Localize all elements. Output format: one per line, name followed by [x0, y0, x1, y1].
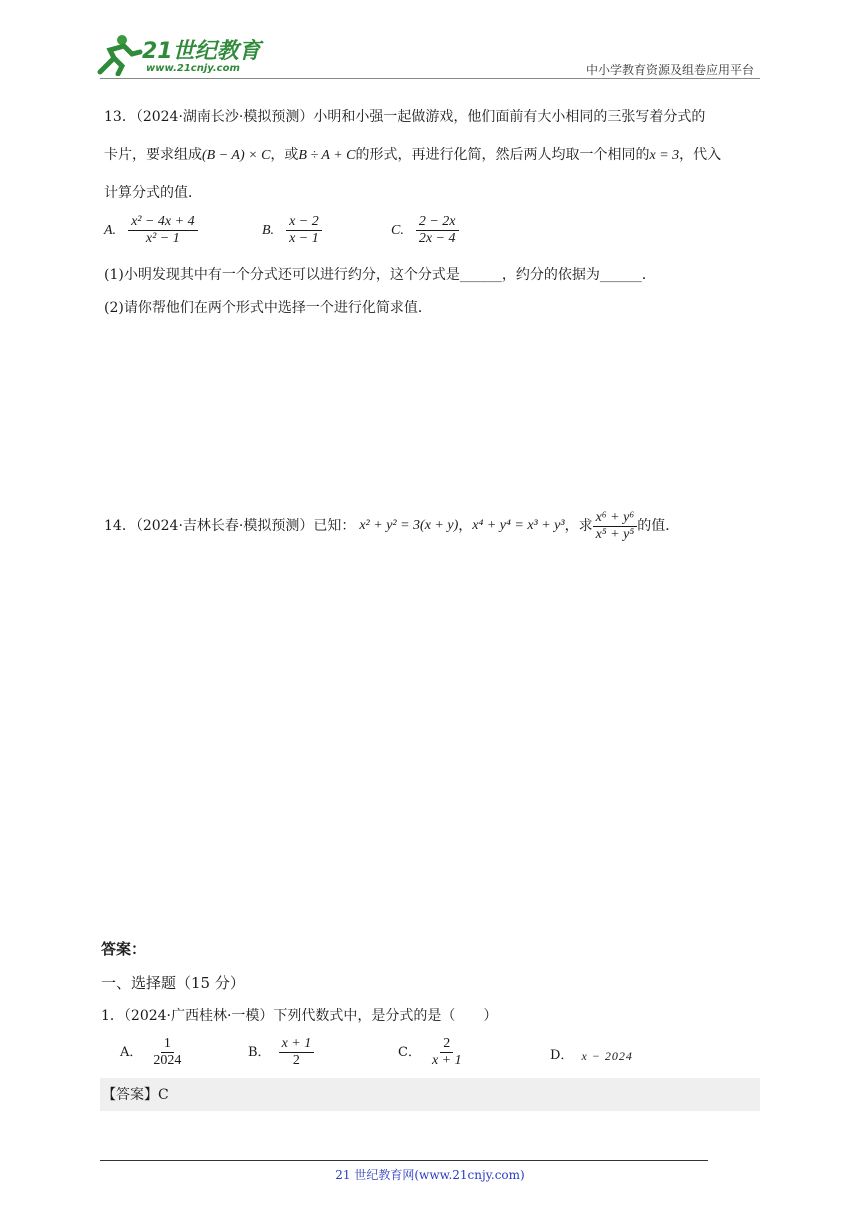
answers-option-c-numerator: 2 [440, 1036, 453, 1053]
q14-fraction-numerator: x⁶ + y⁶ [593, 510, 638, 527]
q14-fraction [593, 510, 638, 543]
logo-url: www.21cnjy.com [146, 63, 240, 74]
q14-ask: ，求 [564, 518, 593, 534]
answers-option-a-denominator: 2024 [153, 1053, 182, 1068]
q13-form1: (B − A) × C [202, 148, 271, 163]
answers-option-c [398, 1036, 465, 1069]
footer-text[interactable]: 21 世纪教育网(www.21cnjy.com) [335, 1168, 525, 1182]
answers-option-d [550, 1046, 633, 1066]
q13-option-b-fraction [286, 214, 322, 247]
q13-option-b [262, 214, 322, 247]
answers-option-a-fraction [150, 1036, 184, 1069]
q13-line2-a: 卡片，要求组成 [104, 147, 202, 163]
answers-option-b-denominator: 2 [292, 1053, 300, 1068]
runner-logo-icon [92, 32, 144, 76]
q13-option-c [391, 214, 459, 247]
q13-line2 [104, 145, 721, 166]
q13-option-a-fraction [128, 214, 198, 247]
q13-option-a [104, 214, 198, 247]
q14-eq2: x⁴ + y⁴ = x³ + y³ [472, 518, 565, 533]
q13-line3: 计算分式的值． [104, 185, 202, 201]
q13-option-a-label: A. [104, 222, 117, 238]
q14-sep: ， [458, 518, 473, 534]
answers-option-c-fraction [429, 1036, 465, 1069]
answers-option-b-numerator: x + 1 [279, 1036, 315, 1053]
q13-option-b-denominator: x − 1 [289, 231, 319, 246]
q14-fraction-denominator: x⁵ + y⁵ [595, 526, 635, 542]
answers-option-c-denominator: x + 1 [431, 1053, 462, 1068]
q13-option-c-denominator: 2x − 4 [418, 231, 456, 246]
q13-sub2: (2)请你帮他们在两个形式中选择一个进行化简求值． [104, 300, 432, 316]
header-right-text: 中小学教育资源及组卷应用平台 [585, 63, 754, 77]
answers-heading: 答案： [101, 940, 147, 958]
answers-option-a-label: A． [120, 1044, 143, 1060]
footer-divider [100, 1160, 708, 1161]
q13-option-c-fraction [416, 214, 459, 247]
q13-sub1: (1)小明发现其中有一个分式还可以进行约分，这个分式是______，约分的依据为______． [104, 267, 656, 283]
q13-option-a-numerator: x² − 4x + 4 [128, 214, 198, 231]
q13-option-b-label: B. [262, 222, 275, 238]
q13-line2-c: 的形式，再进行化简，然后两人均取一个相同的 [355, 147, 650, 163]
q13-option-b-numerator: x − 2 [286, 214, 322, 231]
answer-text: 【答案】C [102, 1087, 169, 1103]
answer-box [100, 1078, 760, 1111]
answers-option-a-numerator: 1 [161, 1036, 174, 1053]
answers-option-d-value: x − 2024 [581, 1049, 633, 1063]
logo-text: 21世纪教育 [142, 39, 261, 64]
q13-option-c-numerator: 2 − 2x [416, 214, 459, 231]
header-divider [100, 78, 760, 79]
q14-tail: 的值． [637, 518, 680, 534]
q13-line2-b: ，或 [270, 147, 299, 163]
q14-line [104, 506, 679, 546]
q14-eq1: x² + y² = 3(x + y) [359, 518, 459, 533]
q13-eq: x = 3 [649, 148, 680, 163]
q13-line1: 13．（2024·湖南长沙·模拟预测）小明和小强一起做游戏，他们面前有大小相同的三张写着分式的 [104, 109, 706, 125]
q14-lead: 14．（2024·吉林长春·模拟预测）已知： [104, 518, 356, 534]
q13-form2: B ÷ A + C [298, 148, 356, 163]
q13-line2-d: ，代入 [679, 147, 722, 163]
answers-option-d-label: D． [550, 1048, 574, 1063]
logo [92, 32, 272, 78]
answers-option-a [120, 1036, 184, 1069]
answers-q1: 1．（2024·广西桂林·一模）下列代数式中，是分式的是（ ） [101, 1008, 498, 1024]
answers-option-b [248, 1036, 314, 1069]
answers-section-title: 一、选择题（15 分） [101, 974, 245, 992]
answers-option-b-fraction [279, 1036, 315, 1069]
answers-option-b-label: B． [248, 1044, 271, 1060]
q13-option-c-label: C. [391, 222, 404, 238]
q13-option-a-denominator: x² − 1 [145, 231, 180, 246]
answers-option-c-label: C． [398, 1044, 421, 1060]
